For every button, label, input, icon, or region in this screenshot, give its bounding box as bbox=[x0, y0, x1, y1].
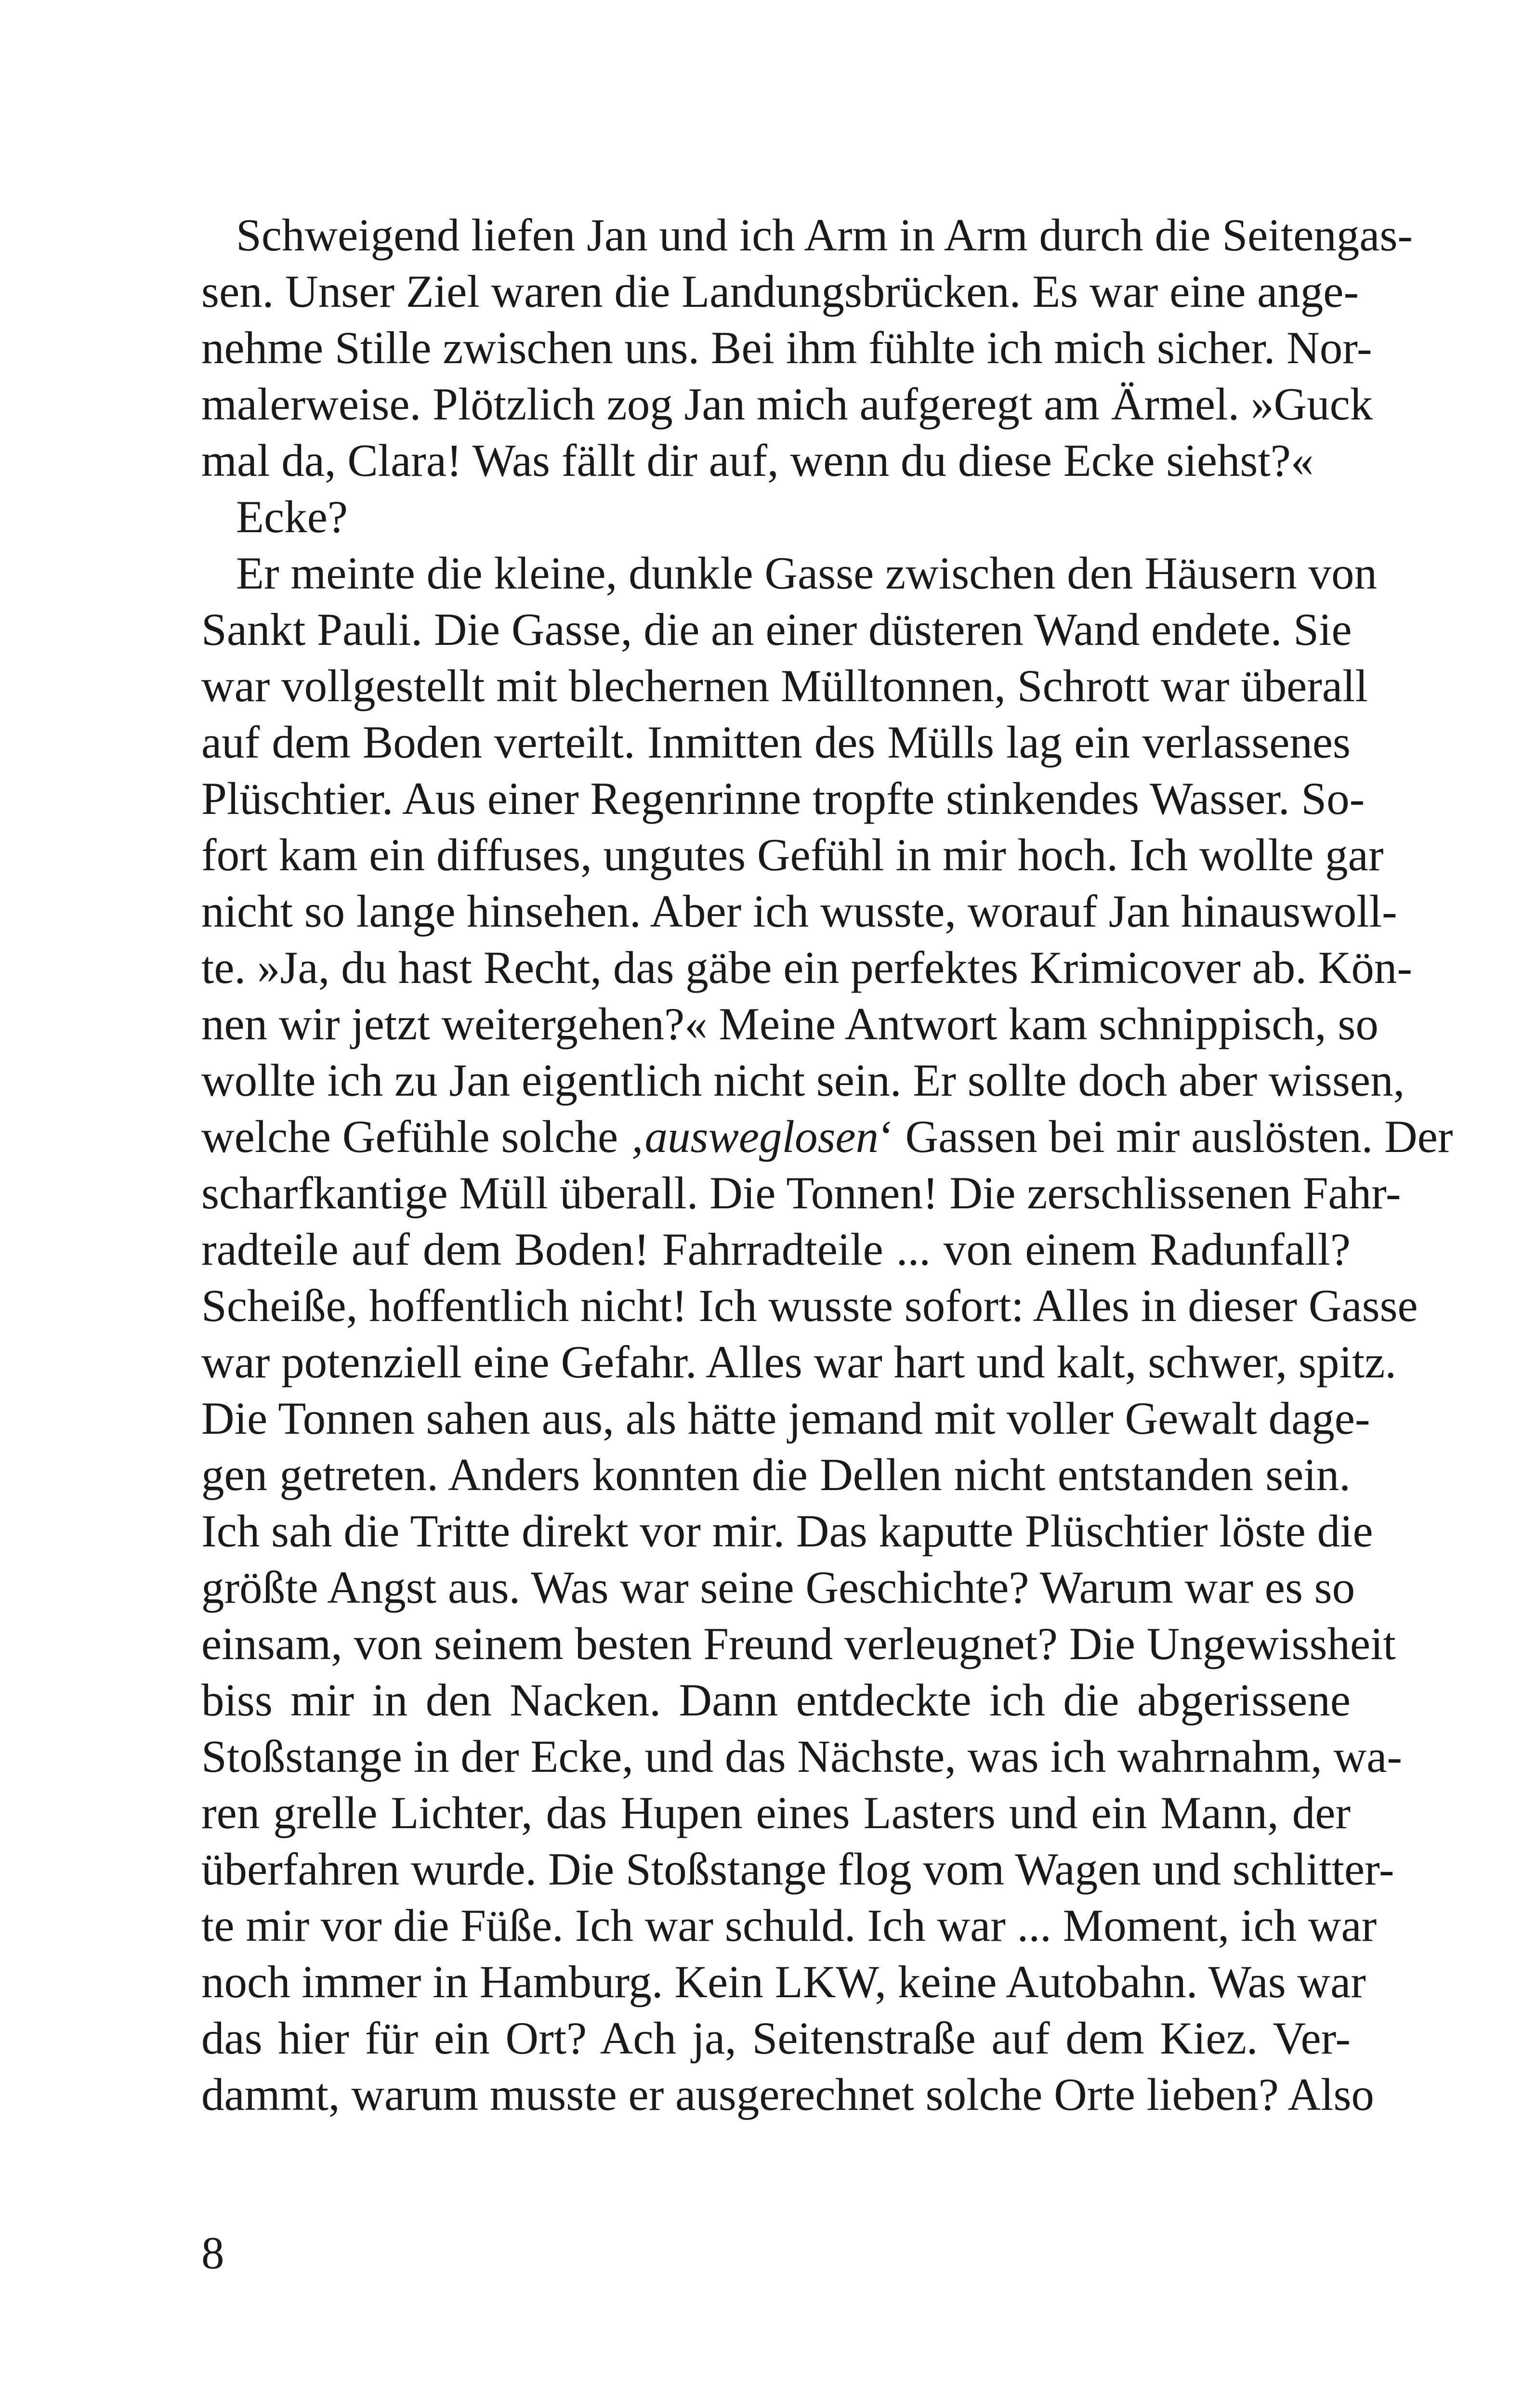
text-line: überfahren wurde. Die Stoßstange flog vom Wagen und schlitter- bbox=[201, 1844, 1394, 1895]
text-line bbox=[201, 1109, 1453, 1165]
text-line: scharfkantige Müll überall. Die Tonnen! Die zerschlissenen Fahr- bbox=[201, 1167, 1401, 1218]
text-line: mal da, Clara! Was fällt dir auf, wenn du diese Ecke siehst?« bbox=[201, 435, 1314, 486]
text-line: nen wir jetzt weitergehen?« Meine Antwort kam schnippisch, so bbox=[201, 998, 1378, 1049]
text-line: Ich sah die Tritte direkt vor mir. Das kaputte Plüschtier löste die bbox=[201, 1505, 1373, 1557]
text-line: Schweigend liefen Jan und ich Arm in Arm durch die Seitengas- bbox=[236, 209, 1413, 261]
text-line: wollte ich zu Jan eigentlich nicht sein. Er sollte doch aber wissen, bbox=[201, 1055, 1405, 1106]
text-line: das hier für ein Ort? Ach ja, Seitenstraße auf dem Kiez. Ver- bbox=[201, 2013, 1351, 2064]
text-segment: welche Gefühle solche bbox=[201, 1111, 630, 1162]
text-line: te mir vor die Füße. Ich war schuld. Ich war ... Moment, ich war bbox=[201, 1900, 1377, 1951]
text-line: nehme Stille zwischen uns. Bei ihm fühlte ich mich sicher. Nor- bbox=[201, 322, 1372, 373]
text-line: Die Tonnen sahen aus, als hätte jemand mit voller Gewalt dage- bbox=[201, 1393, 1370, 1444]
text-segment: ‘ Gassen bei mir auslösten. Der bbox=[879, 1111, 1453, 1162]
text-line: radteile auf dem Boden! Fahrradteile ... von einem Radunfall? bbox=[201, 1224, 1351, 1275]
text-line: Ecke? bbox=[236, 491, 348, 542]
text-line: nicht so lange hinsehen. Aber ich wusste, worauf Jan hinauswoll- bbox=[201, 886, 1397, 937]
text-line: noch immer in Hamburg. Kein LKW, keine Autobahn. Was war bbox=[201, 1956, 1366, 2007]
text-line: einsam, von seinem besten Freund verleugnet? Die Ungewissheit bbox=[201, 1618, 1396, 1669]
text-line: Stoßstange in der Ecke, und das Nächste, was ich wahrnahm, wa- bbox=[201, 1731, 1403, 1782]
text-line: Scheiße, hoffentlich nicht! Ich wusste sofort: Alles in dieser Gasse bbox=[201, 1280, 1418, 1331]
text-line: Plüschtier. Aus einer Regenrinne tropfte stinkendes Wasser. So- bbox=[201, 773, 1365, 824]
text-line: größte Angst aus. Was war seine Geschichte? Warum war es so bbox=[201, 1562, 1355, 1613]
text-line: gen getreten. Anders konnten die Dellen nicht entstanden sein. bbox=[201, 1449, 1351, 1500]
text-line: malerweise. Plötzlich zog Jan mich aufgeregt am Ärmel. »Guck bbox=[201, 379, 1373, 430]
text-line: auf dem Boden verteilt. Inmitten des Mülls lag ein verlassenes bbox=[201, 717, 1351, 768]
text-line: fort kam ein diffuses, ungutes Gefühl in mir hoch. Ich wollte gar bbox=[201, 829, 1384, 880]
page-number: 8 bbox=[201, 2227, 224, 2278]
body-text bbox=[201, 207, 1453, 2123]
text-line: war vollgestellt mit blechernen Mülltonnen, Schrott war überall bbox=[201, 660, 1368, 711]
text-line: sen. Unser Ziel waren die Landungsbrücken. Es war eine ange- bbox=[201, 266, 1359, 317]
text-line: Sankt Pauli. Die Gasse, die an einer düsteren Wand endete. Sie bbox=[201, 604, 1352, 655]
text-line: ren grelle Lichter, das Hupen eines Lasters und ein Mann, der bbox=[201, 1787, 1351, 1838]
text-line: biss mir in den Nacken. Dann entdeckte ich die abgerissene bbox=[201, 1675, 1351, 1726]
italic-phrase: ‚ausweglosen bbox=[629, 1111, 879, 1162]
text-line: dammt, warum musste er ausgerechnet solche Orte lieben? Also bbox=[201, 2069, 1374, 2120]
text-line: te. »Ja, du hast Recht, das gäbe ein perfektes Krimicover ab. Kön- bbox=[201, 942, 1413, 993]
text-line: war potenziell eine Gefahr. Alles war hart und kalt, schwer, spitz. bbox=[201, 1336, 1397, 1387]
text-line: Er meinte die kleine, dunkle Gasse zwischen den Häusern von bbox=[236, 548, 1377, 599]
